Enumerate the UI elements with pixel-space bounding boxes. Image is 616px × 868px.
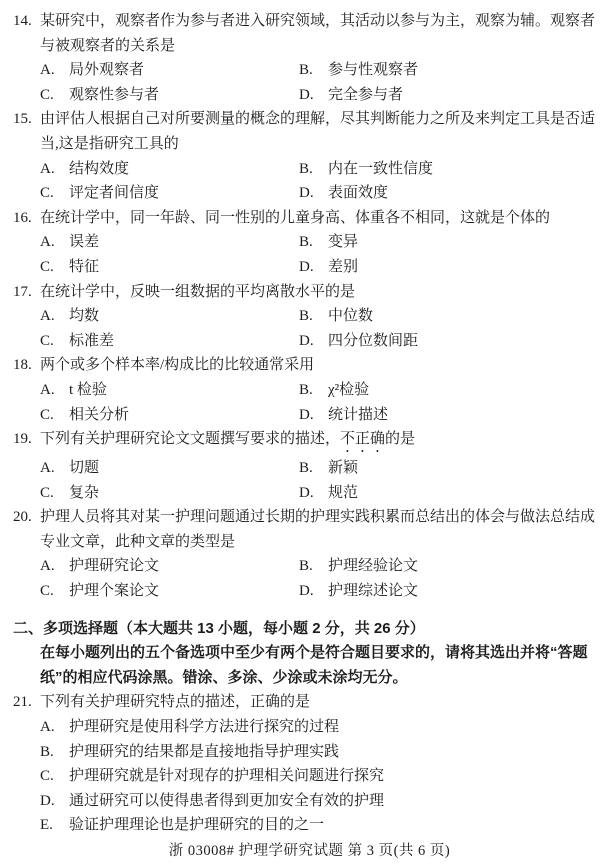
options-grid [40, 58, 606, 107]
option-14-a [40, 58, 299, 83]
question-21 [13, 690, 606, 838]
question-15 [13, 107, 606, 205]
option-text: 参与性观察者 [328, 62, 419, 79]
option-label: A. [40, 558, 55, 575]
instructions-line: 纸”的相应代码涂黑。错涂、多涂、少涂或未涂均无分。 [40, 668, 408, 686]
option-17-c [40, 329, 299, 354]
options-grid [40, 157, 606, 206]
question-17 [13, 280, 606, 354]
option-16-a [40, 230, 299, 255]
option-label: C. [40, 583, 54, 600]
question-stem [40, 206, 606, 231]
option-text: 统计描述 [328, 406, 389, 423]
stem-line [40, 427, 606, 456]
question-number: 21. [13, 694, 32, 711]
option-15-c [40, 181, 299, 206]
option-16-d [299, 255, 606, 280]
option-label: B. [299, 308, 313, 325]
option-text: 差别 [328, 258, 359, 275]
stem-line: 在统计学中，同一年龄、同一性别的儿童身高、体重各不相同，这就是个体的 [40, 209, 551, 226]
option-17-b [299, 304, 606, 329]
stem-line: 当,这是指研究工具的 [40, 135, 179, 152]
option-label: C. [40, 484, 54, 501]
option-text: 特征 [69, 258, 100, 275]
stem-emphasized-text: 不正确 [340, 431, 386, 448]
option-20-c [40, 579, 299, 604]
option-text: χ²检验 [328, 381, 370, 398]
option-21-c [40, 764, 606, 789]
option-text: 切题 [69, 460, 100, 477]
option-20-d [299, 579, 606, 604]
option-label: A. [40, 381, 55, 398]
option-text: 中位数 [328, 308, 374, 325]
option-15-d [299, 181, 606, 206]
question-stem [40, 280, 606, 305]
option-17-a [40, 304, 299, 329]
option-text: 均数 [69, 308, 100, 325]
question-number: 18. [13, 357, 32, 374]
option-19-c [40, 481, 299, 506]
option-label: D. [299, 484, 314, 501]
option-label: A. [40, 719, 55, 736]
option-text: 观察性参与者 [69, 86, 160, 103]
option-15-a [40, 157, 299, 182]
stem-text: 的是 [385, 431, 416, 448]
option-text: 评定者间信度 [69, 185, 160, 202]
question-stem [40, 9, 606, 58]
option-label: B. [40, 743, 54, 760]
option-label: C. [40, 258, 54, 275]
option-text: 护理个案论文 [69, 583, 160, 600]
stem-line: 专业文章，此种文章的类型是 [40, 533, 236, 550]
option-label: C. [40, 406, 54, 423]
option-17-d [299, 329, 606, 354]
option-text: 相关分析 [69, 406, 130, 423]
question-18 [13, 353, 606, 427]
option-text: 变异 [328, 234, 359, 251]
option-19-a [40, 456, 299, 481]
option-text: 护理经验论文 [328, 558, 419, 575]
option-text: 新颖 [328, 460, 359, 477]
stem-line: 在统计学中，反映一组数据的平均离散水平的是 [40, 283, 356, 300]
option-text: 通过研究可以使得患者得到更加安全有效的护理 [69, 792, 385, 809]
instructions-line: 在每小题列出的五个备选项中至少有两个是符合题目要求的，请将其选出并将“答题 [40, 644, 588, 662]
option-15-b [299, 157, 606, 182]
option-16-c [40, 255, 299, 280]
option-text: 结构效度 [69, 160, 130, 177]
option-14-b [299, 58, 606, 83]
section-2-heading: 二、多项选择题（本大题共 13 小题，每小题 2 分，共 26 分） [13, 619, 425, 637]
option-label: E. [40, 817, 53, 834]
stem-line: 护理人员将其对某一护理问题通过长期的护理实践积累而总结出的体会与做法总结成 [40, 509, 596, 526]
question-16 [13, 206, 606, 280]
option-text: 复杂 [69, 484, 100, 501]
option-text: 护理研究的结果都是直接地指导护理实践 [69, 743, 340, 760]
option-20-a [40, 554, 299, 579]
option-label: D. [299, 185, 314, 202]
option-text: 误差 [69, 234, 100, 251]
option-text: t 检验 [69, 381, 107, 398]
option-label: B. [299, 558, 313, 575]
option-16-b [299, 230, 606, 255]
option-label: B. [299, 160, 313, 177]
option-label: D. [299, 258, 314, 275]
option-label: B. [299, 460, 313, 477]
option-text: 完全参与者 [328, 86, 404, 103]
options-grid [40, 456, 606, 505]
options-grid [40, 378, 606, 427]
option-label: D. [299, 583, 314, 600]
question-number: 20. [13, 509, 32, 526]
section-2-instructions [13, 641, 606, 690]
option-label: B. [299, 62, 313, 79]
option-label: C. [40, 185, 54, 202]
stem-line: 下列有关护理研究特点的描述，正确的是 [40, 694, 311, 711]
options-list [40, 715, 606, 838]
question-stem [40, 353, 606, 378]
option-18-c [40, 403, 299, 428]
stem-line: 由评估人根据自己对所要测量的概念的理解，尽其判断能力之所及来判定工具是否适 [40, 111, 596, 128]
option-label: D. [299, 406, 314, 423]
option-14-c [40, 83, 299, 108]
option-text: 护理研究是使用科学方法进行探究的过程 [69, 719, 340, 736]
question-number: 19. [13, 431, 32, 448]
option-text: 规范 [328, 484, 359, 501]
option-text: 内在一致性信度 [328, 160, 434, 177]
option-text: 四分位数间距 [328, 332, 419, 349]
options-grid [40, 554, 606, 603]
option-label: A. [40, 460, 55, 477]
option-text: 局外观察者 [69, 62, 145, 79]
option-label: A. [40, 234, 55, 251]
question-number: 15. [13, 111, 32, 128]
option-label: C. [40, 768, 54, 785]
option-label: A. [40, 62, 55, 79]
option-text: 护理综述论文 [328, 583, 419, 600]
option-label: A. [40, 308, 55, 325]
option-text: 护理研究论文 [69, 558, 160, 575]
option-label: B. [299, 381, 313, 398]
option-label: D. [299, 332, 314, 349]
option-18-a [40, 378, 299, 403]
question-number: 14. [13, 13, 32, 29]
question-20 [13, 505, 606, 603]
option-18-b [299, 378, 606, 403]
option-21-d [40, 789, 606, 814]
question-stem [40, 505, 606, 554]
option-19-b [299, 456, 606, 481]
option-20-b [299, 554, 606, 579]
option-text: 护理研究就是针对现存的护理相关问题进行探究 [69, 768, 385, 785]
stem-line: 某研究中，观察者作为参与者进入研究领域，其活动以参与为主，观察为辅。观察者 [40, 13, 596, 29]
question-14 [13, 9, 606, 107]
option-label: D. [40, 792, 55, 809]
option-21-e [40, 813, 606, 838]
question-stem [40, 107, 606, 156]
stem-line: 两个或多个样本率/构成比的比较通常采用 [40, 357, 315, 374]
question-stem [40, 427, 606, 456]
option-text: 表面效度 [328, 185, 389, 202]
question-stem [40, 690, 606, 715]
option-21-a [40, 715, 606, 740]
option-label: C. [40, 332, 54, 349]
page-footer: 浙 03008# 护理学研究试题 第 3 页(共 6 页) [168, 843, 451, 859]
options-grid [40, 230, 606, 279]
option-label: B. [299, 234, 313, 251]
option-text: 标准差 [69, 332, 115, 349]
option-14-d [299, 83, 606, 108]
question-number: 16. [13, 209, 32, 226]
option-21-b [40, 740, 606, 765]
option-text: 验证护理理论也是护理研究的目的之一 [69, 817, 325, 834]
option-19-d [299, 481, 606, 506]
options-grid [40, 304, 606, 353]
option-18-d [299, 403, 606, 428]
stem-line: 与被观察者的关系是 [40, 37, 176, 54]
option-label: C. [40, 86, 54, 103]
option-label: D. [299, 86, 314, 103]
question-19 [13, 427, 606, 505]
stem-text: 下列有关护理研究论文文题撰写要求的描述， [40, 431, 341, 448]
option-label: A. [40, 160, 55, 177]
question-number: 17. [13, 283, 32, 300]
